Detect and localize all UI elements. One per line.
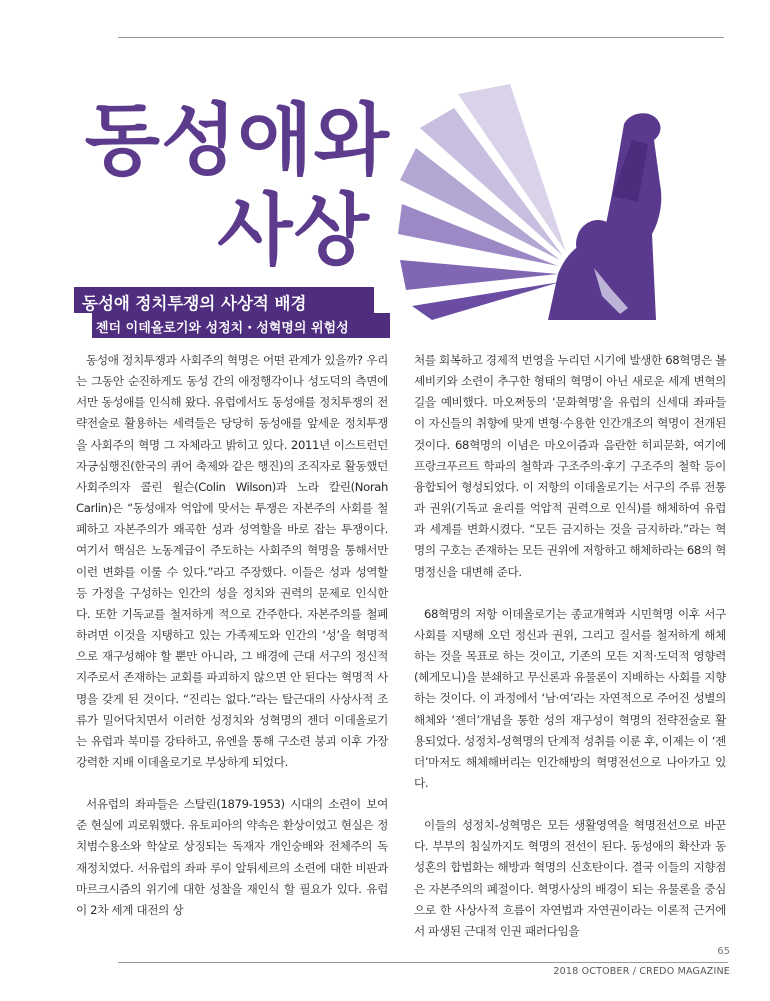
article-title-line2: 사상 [217, 186, 370, 276]
body-column-left [76, 350, 388, 942]
article-subtitle-2: 젠더 이데올로기와 성정치・성혁명의 위험성 [96, 321, 349, 336]
article-title-line1: 동성애와 [84, 96, 390, 186]
protester-head [576, 220, 620, 268]
magazine-issue-line: 2018 OCTOBER / CREDO MAGAZINE [553, 966, 730, 977]
article-subtitle-1: 동성애 정치투쟁의 사상적 배경 [82, 294, 307, 313]
body-paragraph: 처를 회복하고 경제적 번영을 누리던 시기에 발생한 68혁명은 볼셰비키와 소련이 추구한 형태의 혁명이 아닌 새로운 세계 변혁의 길을 예비했다. 마오쩌둥의 ‘문화혁명’을 유럽의 신세대 좌파들이 자신들의 취향에 맞게 변형·수용한 인간개조의 혁명이 전개된 것이다. 68혁명의 이념은 마오이즘과 음란한 히피문화, 여기에 프랑크푸르트 학파의 철학과 구조주의·후기 구조주의 철학 등이 융합되어 형성되었다. 이 저항의 이데올로기는 서구의 주류 전통과 권위(기독교 윤리를 억압적 권력으로 인식)를 해체하여 유럽과 세계를 변화시켰다. “모든 금지하는 것을 금지하라.”라는 혁명의 구호는 존재하는 모든 권위에 저항하고 해체하라는 68의 혁명정신을 대변해 준다. [414, 353, 726, 579]
ray-6 [412, 282, 560, 320]
body-paragraph: 이들의 성정치-성혁명은 모든 생활영역을 혁명전선으로 바꾼다. 부부의 침실까지도 혁명의 전선이 된다. 동성애의 확산과 동성혼의 합법화는 해방과 혁명의 신호탄이다. 결국 이들의 지향점은 자본주의의 폐절이다. 혁명사상의 배경이 되는 유물론을 중심으로 한 사상사적 흐름이 자연법과 자연권이라는 이론적 근거에서 파생된 근대적 인권 패러다임을 [414, 818, 726, 938]
top-rule [118, 37, 724, 38]
footer-rule [118, 962, 728, 963]
body-paragraph: 68혁명의 저항 이데올로기는 종교개혁과 시민혁명 이후 서구사회를 지탱해 오던 정신과 권위, 그리고 질서를 철저하게 해체하는 것을 목표로 하는 것이고, 기존의 모든 지적·도덕적 영향력(헤게모니)을 분쇄하고 무신론과 유물론이 지배하는 사회를 지향하는 것이다. 이 과정에서 ‘남·여’라는 자연적으로 주어진 성별의 해체와 ‘젠더’개념을 통한 성의 재구성이 혁명의 전략전술로 활용되었다. 성정치-성혁명의 단계적 성취를 이룬 후, 이제는 이 ‘젠더’마저도 해체해버리는 인간해방의 혁명전선으로 나아가고 있다. [414, 606, 726, 790]
ray-5 [400, 260, 558, 290]
body-paragraph: 동성애 정치투쟁과 사회주의 혁명은 어떤 관계가 있을까? 우리는 그동안 순진하게도 동성 간의 애정행각이나 성도덕의 측면에서만 동성애를 인식해 왔다. 유럽에서도 동성애를 정치투쟁의 전략전술로 활용하는 세력들은 당당히 동성애를 앞세운 정치투쟁을 사회주의 혁명 그 자체라고 밝히고 있다. 2011년 이스트런던 자긍심행진(한국의 퀴어 축제와 같은 행진)의 조직자로 활동했던 사회주의자 콜린 윌슨(Colin Wilson)과 노라 칼린(Norah Carlin)은 “동성애자 억압에 맞서는 투쟁은 자본주의 사회를 철폐하고 자본주의가 왜곡한 성과 성역할을 바로 잡는 투쟁이다. 여기서 핵심은 노동계급이 주도하는 사회주의 혁명을 통해서만 이런 변화를 이룰 수 있다.”라고 주장했다. 이들은 성과 성역할 등 가정을 구성하는 인간의 성을 정치와 권력의 문제로 인식한다. 또한 기독교를 철저하게 적으로 간주한다. 자본주의를 철폐하려면 이것을 지탱하고 있는 가족제도와 인간의 ‘성’을 혁명적으로 재구성해야 할 뿐만 아니라, 그 배경에 근대 서구의 정신적 지주로서 존재하는 교회를 파괴하지 않으면 안 된다는 혁명적 사명을 갖게 된 것이다. “진리는 없다.”라는 탈근대의 사상사적 조류가 밀어닥치면서 이러한 성정치와 성혁명의 젠더 이데올로기는 유럽과 북미를 강타하고, 유엔을 통해 구소련 붕괴 이후 가장 강력한 지배 이데올로기로 부상하게 되었다. [76, 353, 388, 769]
raised-fist-protester-icon [398, 84, 700, 320]
page-number: 65 [717, 946, 730, 957]
body-paragraph: 서유럽의 좌파들은 스탈린(1879-1953) 시대의 소련이 보여준 현실에 괴로워했다. 유토피아의 약속은 환상이었고 현실은 정치범수용소와 학살로 상징되는 독재자 개인숭배와 전체주의 독재정치였다. 서유럽의 좌파 루이 알튀세르의 소련에 대한 비판과 마르크시즘의 위기에 대한 성찰을 재인식 할 필요가 있다. 유럽이 2차 세계 대전의 상 [76, 797, 388, 917]
body-column-right [414, 350, 726, 963]
